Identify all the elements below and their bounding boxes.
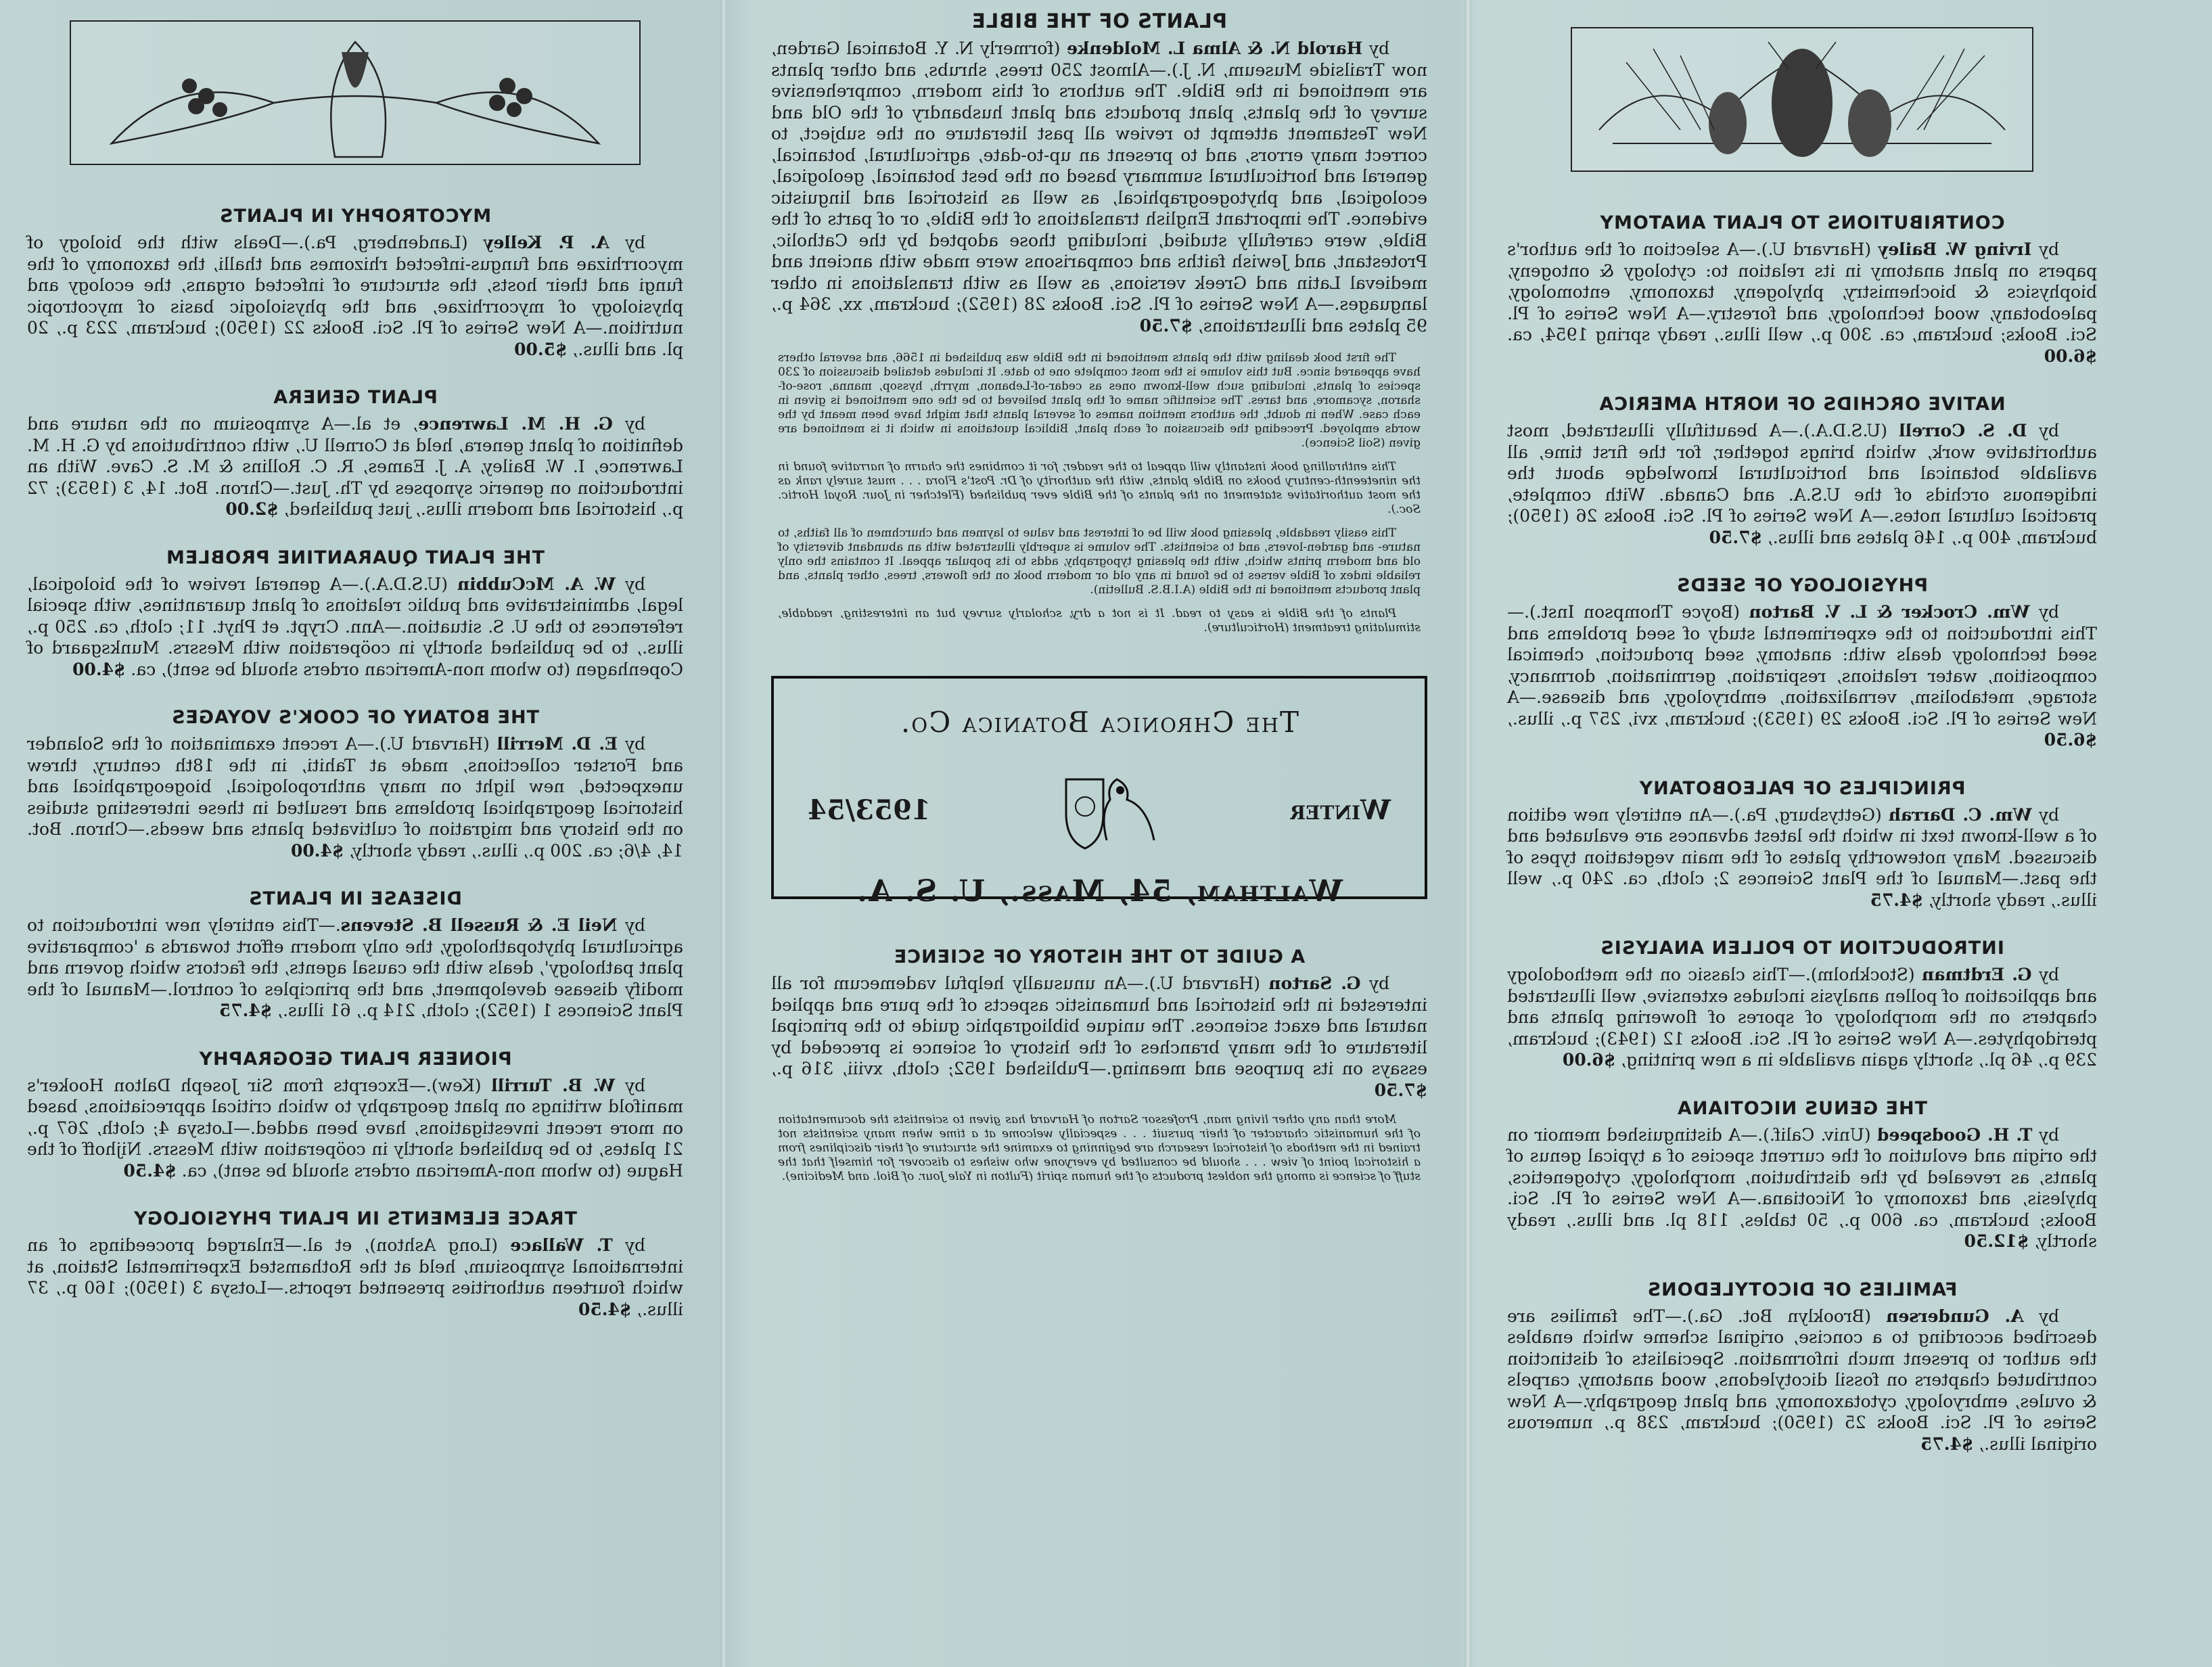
entry-body: by Irving W. Bailey (Harvard U.).—A selection of the author's papers on plant anatomy in its relation to: cytology & ontogeny, biophysics & biochemistry, phylogeny, taxonomy, entomology, paleobotany, wood technology, and forestry.—A New Series of Pl. Sci. Books; buckram, ca. 300 p., well illus., ready spring 1954, ca. $6.00 [1507,239,2097,366]
entry-price: $12.50 [1964,1231,2029,1251]
entry-price: $4.75 [1920,1434,1974,1454]
book-entry [1507,1279,2097,1455]
entry-author: A. P. Kelley [483,233,609,252]
entry-title: PIONEER PLANT GEOGRAPHY [198,1048,512,1070]
entry-title: MYCOTROPHY IN PLANTS [218,206,492,227]
publisher-address: Waltham, 54, Mass., U. S. A. [855,874,1343,909]
entry-title: PLANTS OF THE BIBLE [971,9,1228,32]
berry-leaf-illustration [70,20,641,165]
berry-branch-icon [71,22,639,164]
lion-shield-icon [1053,766,1168,854]
publisher-year: 1953/54 [808,794,931,826]
middle-panel [731,0,1468,1667]
entry-title: PRINCIPLES OF PALEOBOTANY [1638,777,1966,799]
entry-author: G. Erdtman [1922,965,2032,984]
entry-body: by D. S. Correll (U.S.D.A.).—A beautifully illustrated, most authoritative work, which brings together, for the first time, all available botanical and horticultural knowledge about the indigenous orchids of the U.S.A. and Canada. With complete, practical cultural notes.—A New Series of Pl. Sci. Books 26 (1950); buckram, 400 p., 146 plates and illus., $7.50 [1506,421,2097,547]
entry-body: by W. B. Turrill (Kew).—Excerpts from Sir Joseph Dalton Hooker's manifold writings on plant geography to which critical appreciations, based on more recent investigations, have been added.—Lotsya 4; cloth, 267 p., 21 plates, to be published shortly in coöperation with Messrs. Nijhoff of the Hague (to whom non-American orders should be sent), ca. $4.50 [26,1075,683,1181]
book-entry [1507,394,2097,548]
entry-price: $4.75 [218,1001,273,1020]
book-entry [1507,778,2097,911]
entry-title: THE GENUS NICOTIANA [1676,1097,1928,1119]
pine-cone-illustration [1571,27,2033,172]
publisher-season: Winter [1289,794,1391,826]
entry-body: by G. H. M. Lawrence, et al.—A symposium on the nature and definition of plant genera, held at Cornell U., with contributions by G. H. M. Lawrence, I. W. Bailey, A. J. Eames, R. C. Rollins & M. S. Cave. With an introduction on generic synopses by Th. Just.—Chron. Bot. 14, 3 (1953); 72 p., historical and modern illus., just published, $2.00 [26,414,683,519]
entry-author: D. S. Correll [1899,421,2027,440]
entry-body: by T. H. Goodspeed (Univ. Calif.).—A distinguished memoir on the origin and evolution of the current species of a typical genus of plants, as revealed by the distribution, morphology, cytogenetics, phylesis, and taxonomy of Nicotiana.—A New Series of Pl. Sci. Books; buckram, ca. 600 p., 50 tables, 118 pl. and illus., ready shortly, $12.50 [1507,1124,2097,1251]
entry-price: $6.00 [2044,346,2097,366]
book-entry [27,1208,683,1320]
review-quote: Plants of the Bible is easy to read. It is not a dry, scholarly survey but an interesting, readable, stimulating treatment (Horticulture). [778,607,1421,635]
entry-price: $4.75 [1870,890,1923,910]
entry-title: A GUIDE TO THE HISTORY OF SCIENCE [893,946,1306,967]
entry-author: A. Gundersen [1886,1306,2024,1326]
entry-author: Irving W. Bailey [1878,239,2032,259]
entry-title: DISEASE IN PLANTS [248,888,462,909]
entry-title: PLANT GENERA [273,387,438,408]
entry-price: $7.50 [1709,527,1762,547]
entry-body: by G. Sarton (Harvard U.).—An unusually helpful vademecum for all interested in the historical and humanistic aspects of the pure and applied natural and exact sciences. The unique bibliographic guide to the principal literature of the many branches of the history of science is preceded by essays on its purpose and meaning.—Published 1952; cloth, xviii, 316 p., $7.50 [771,974,1427,1100]
entry-body: by W. A. McCubbin (U.S.D.A.).—A general review of the biological, legal, administrative and public relations of plant quarantines, with special references to the U. S. situation.—Ann. Crypt. et Phyt. 11; cloth, ca. 250 p., illus., to be published shortly in coöperation with Messrs. Munksgaard of Copenhagen (to whom non-American orders should be sent), ca. $4.00 [27,574,683,679]
entry-price: $6.50 [2044,730,2097,750]
publisher-box [771,676,1427,909]
entry-title: THE BOTANY OF COOK'S VOYAGES [170,707,540,728]
entry-title: THE PLANT QUARANTINE PROBLEM [166,547,545,568]
entry-author: T. H. Goodspeed [1876,1124,2033,1145]
entry-author: Neil E. & Russell B. Stevens [340,915,618,935]
entry-author: Wm. Crocker & L. V. Barton [1749,602,2030,622]
entry-body: by A. Gundersen (Brooklyn Bot. Ga.).—The families are described according to a concise, original scheme which enables the author to present much information. Specialists of distinction contributed chapters on fossil dicotyledons, wood anatomy, carpels & ovules, embryology, cytotaxonomy, and plant geography.—A New Series of Pl. Sci. Books 25 (1950); buckram, 238 p., numerous original illus., $4.75 [1507,1306,2097,1454]
entry-body: by E. D. Merrill (Harvard U.).—A recent examination of the Solander and Forster collections, made at Tahiti, in the 18th century, threw unexpected, new light on many anthropological, biogeographical and historical geographical problems and resulted in these interesting studies on the history and migration of cultivated plants and weeds.—Chron. Bot. 14, 4/6; ca. 200 p., illus., ready shortly, $4.00 [26,734,683,861]
publisher-name: The Chronica Botanica Co. [899,706,1299,739]
entry-body: by A. P. Kelley (Landenberg, Pa.).—Deals with the biology of mycorrhizae and fungus-infected rhizomes and thalli, the taxonomy of the fungi and their hosts, the structure of infected organs, the ecology and physiology of mycorrhizae, and the physiologic basis of mycotropic nutrition.—A New Series of Pl. Sci. Books 22 (1950); buckram, 223 p., 20 pl. and illus., $5.00 [27,233,683,359]
entry-price: $4.50 [578,1299,632,1319]
book-entry [27,1049,683,1182]
entry-price: $7.50 [1374,1080,1427,1100]
entry-body: by Harold N. & Alma L. Moldenke (formerly N. Y. Botanical Garden, now Trailside Museum, N. J.).—Almost 250 trees, shrubs, and other plants are mentioned in the Bible. The authors of this modern, comprehensive survey of the plants, plant products and plant husbandry of the Old and New Testament attempt to review all past literature on the subject, to correct many errors, and to present an up-to-date, agricultural, botanical, general and horticultural summary based on the best botanical, geological, ecological, and phytogeographical, as well as historical and linguistic evidence. The important English translations of the Bible, or of parts of the Bible, were carefully studied, including those adopted by the Catholic, Protestant, and Jewish faiths and comparisons were made with ancient and medieval Latin and Greek versions, as well as with translations in other languages.—A New Series of Pl. Sci. Books 28 (1952); buckram, xx, 364 p., 95 plates and illustrations, $7.50 [770,39,1427,336]
entry-author: E. D. Merrill [497,734,618,754]
entry-price: $2.00 [225,499,279,519]
entry-title: INTRODUCTION TO POLLEN ANALYSIS [1600,938,2004,959]
right-panel [0,0,724,1667]
book-entry [27,888,683,1022]
entry-author: W. A. McCubbin [457,574,616,594]
entry-body: by G. Erdtman (Stockholm).—This classic on the methodology and application of pollen analysis includes extensive, well illustrated chapters on the morphology of spores of flowering plants and pteridophytes.—A New Series of Pl. Sci. Books 12 (1943); buckram, 239 p., 46 pl., shortly again available in a new printing, $6.00 [1507,965,2097,1070]
entry-price: $4.50 [123,1160,177,1181]
book-entry [1507,575,2097,751]
bible-entry [771,9,1427,336]
entry-author: G. Sarton [1268,974,1361,993]
book-entry [1507,212,2097,367]
review-quote: More than any other living man, Professor Sarton of Harvard has given to scientists the documentation of the humanistic character of their pursuit . . . especially welcome at a time when many scientists not trained in the methods of historical research are beginning to examine the structure of their disciplines from a historical point of view . . . should be consulted by everyone who wishes to discover for himself that the stuff of science is among the noblest products of the human spirit (Fulton in Yale Jour. of Biol. and Medicine). [778,1113,1421,1183]
book-entry [1507,1098,2097,1252]
entry-author: G. H. M. Lawrence [418,414,613,434]
book-entry [27,707,683,861]
entry-title: NATIVE ORCHIDS OF NORTH AMERICA [1598,394,2006,415]
entry-author: T. Wallace [510,1235,613,1255]
review-quote: This enthralling book instantly will appeal to the reader, for it combines the charm of narrative found in the nineteenth-century books on Bible plants, with the authority of Dr. Post's Flora . . . must surely rank as the most authoritative statement on the plants of the Bible ever published (Fletcher in Jour. Royal Hortic. Soc.). [778,460,1421,516]
left-panel [1475,0,2212,1667]
book-entry [27,387,683,520]
entry-author: Wm. C. Darrah [1888,804,2032,825]
entry-price: $4.00 [72,659,126,679]
entry-body: by Neil E. & Russell B. Stevens.—This entirely new introduction to agricultural phytopathology, the only modern effort towards a 'comparative plant pathology', deals with the causal agents, the factors which govern and modify disease development, and the principles of control.—Manual of the Plant Sciences 1 (1952); cloth, 214 p., 61 illus., $4.75 [27,915,683,1020]
entry-price: $5.00 [514,339,568,359]
entry-body: by Wm. Crocker & L. V. Barton (Boyce Thompson Inst.).—This introduction to the experimental study of seed problems and seed technology deals with: anatomy, seed production, chemical composition, water relations, respiration, germination, dormancy, storage, metabolism, vernalization, embryology, and disease.—A New Series of Pl. Sci. Books 29 (1953); buckram, xvi, 257 p., illus., $6.50 [1507,602,2097,750]
entry-price: $6.00 [1562,1050,1616,1070]
entry-price: $4.00 [290,840,344,861]
pine-cone-icon [1572,28,2032,170]
entry-title: CONTRIBUTIONS TO PLANT ANATOMY [1599,212,2005,233]
book-entry [1507,938,2097,1071]
review-quote: This easily readable, pleasing book will be of interest and value to laymen and churchmen of all faiths, to nature- and garden-lovers, and to scientists. The volume is superbly illustrated with an abundant diversity of old and modern prints which, with the pleasing typography, adds to its popular appeal. It contains the only reliable index of Bible verses to be found in any old or modern book on the flowers, trees, other plants, and plant products mentioned in the Bible (A.I.B.S. Bulletin). [778,526,1421,597]
guide-entry [771,946,1427,1101]
entry-body: by T. Wallace (Long Ashton), et al.—Enlarged proceedings of an international symposium, held at the Rothamsted Experimental Station, at which fourteen authorities presented reports.—Lotsya 3 (1950); 160 p., 37 illus., $4.50 [27,1235,683,1319]
entry-title: FAMILIES OF DICOTYLEDONS [1646,1279,1958,1300]
book-entry [27,547,683,681]
publisher-season-row [808,766,1391,854]
book-entry [27,206,683,360]
entry-author: Harold N. & Alma L. Moldenke [1066,39,1363,58]
entry-author: W. B. Turrill [491,1075,616,1095]
review-quote: The first book dealing with the plants mentioned in the Bible was published in 1566, and several others have appeared since. But this volume is the most complete one to date. It includes detailed discussion of 230 species of plants, including such well-known ones as cedar-of-Lebanon, myrrh, hyssop, manna, rose-of-sharon, sycamore, and tares. The scientific name of the plant believed to be the one mentioned is given in each case. When in doubt, the authors mention names of several plants that might have been meant by the words employed. Preceding the discussion of each plant, Biblical quotations in which it is mentioned are given (Soil Science). [778,351,1421,450]
entry-body: by Wm. C. Darrah (Gettysburg, Pa.).—An entirely new edition of a well-known text in which the latest advances are evaluated and discussed. Many noteworthy plates of the main vegetation types of the past.—Manual of the Plant Sciences 2; cloth, ca. 240 p., well illus., ready shortly, $4.75 [1507,804,2097,910]
entry-title: TRACE ELEMENTS IN PLANT PHYSIOLOGY [133,1208,578,1229]
entry-title: PHYSIOLOGY OF SEEDS [1676,575,1929,596]
entry-price: $7.50 [1139,315,1193,336]
